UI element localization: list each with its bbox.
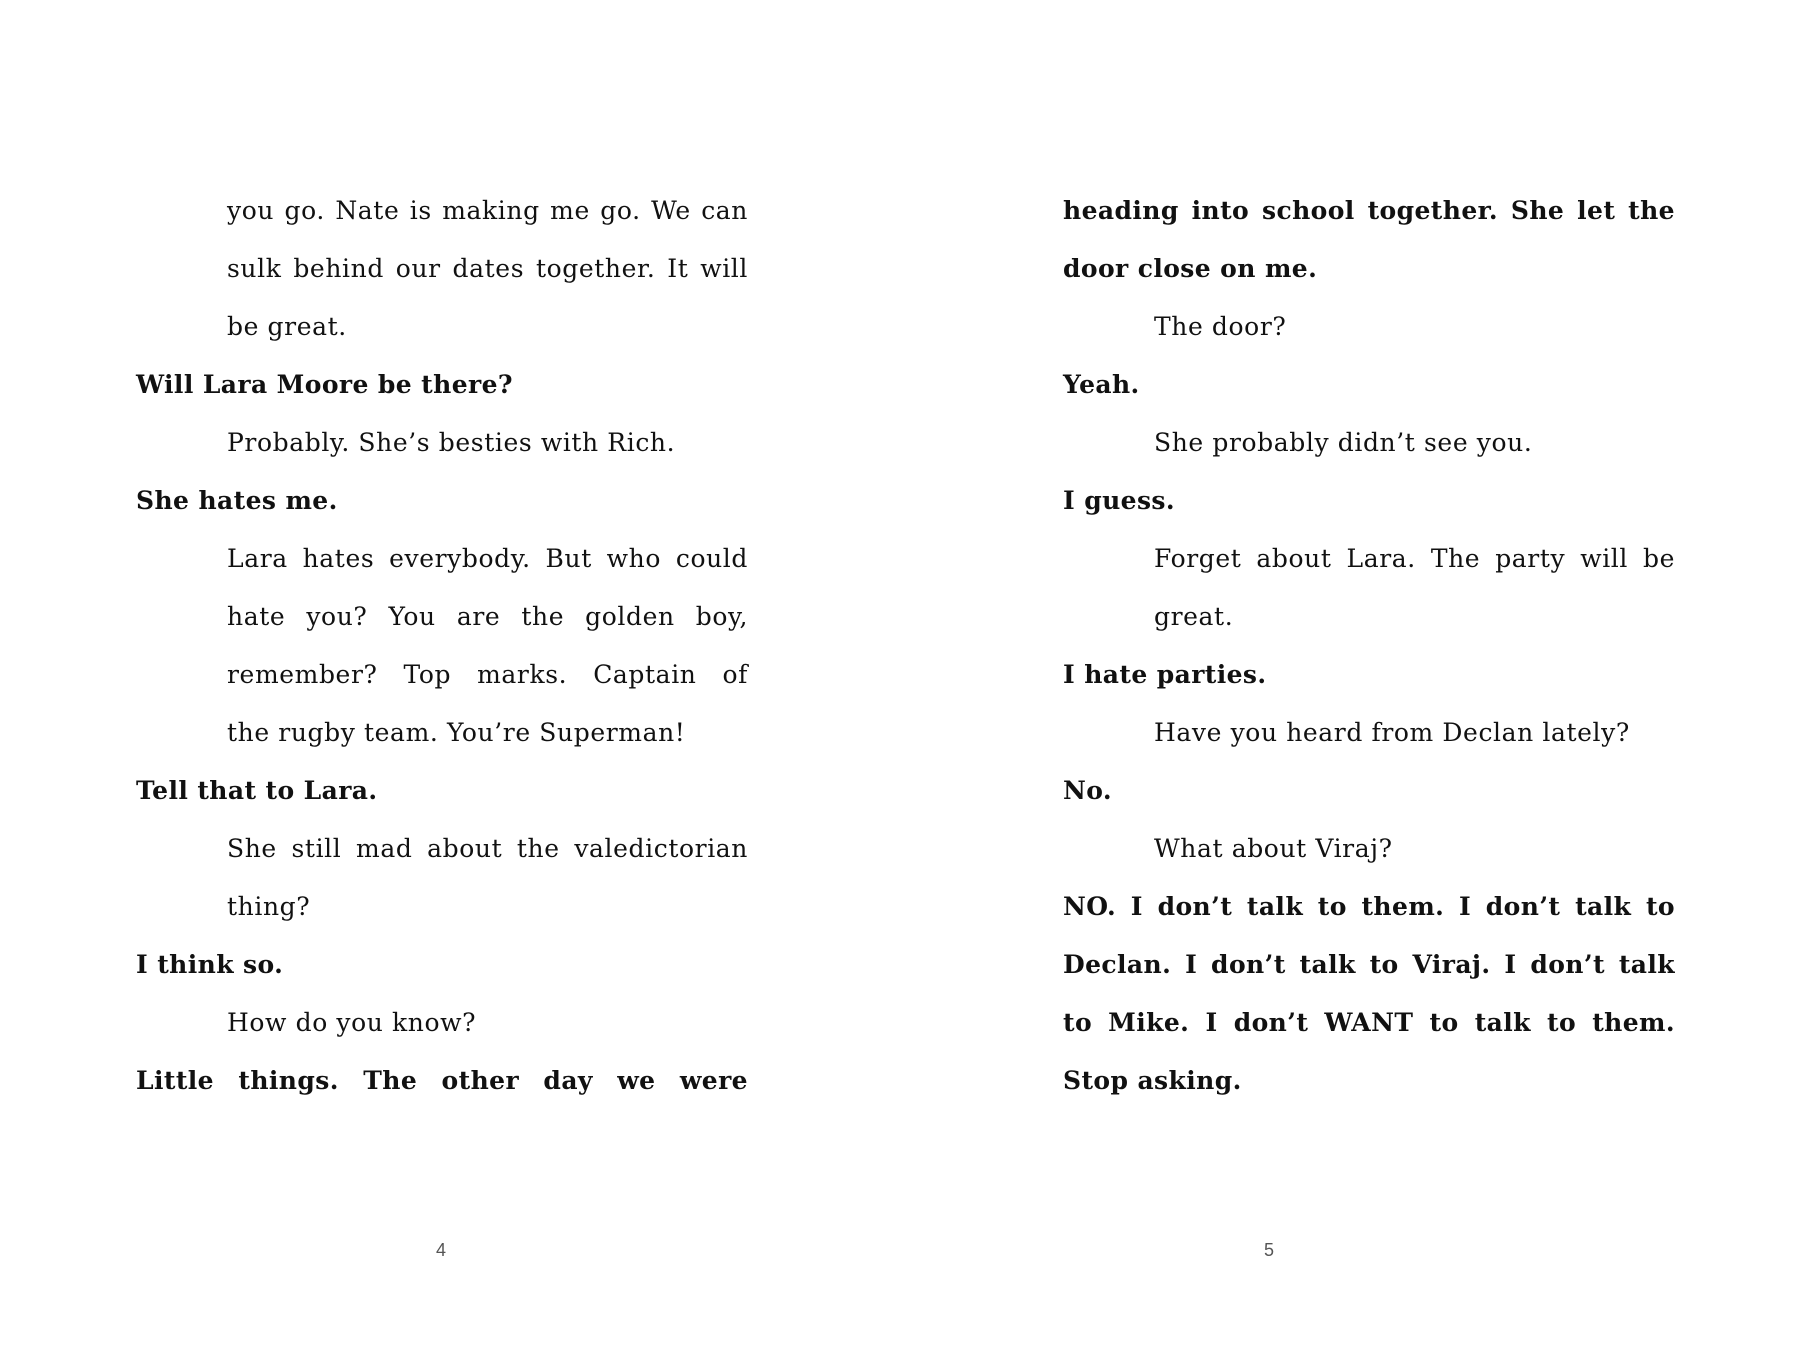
speaker-line: Little things. The other day we were [136,1066,748,1095]
speaker-line: No. [1063,776,1112,805]
speaker-line: Will Lara Moore be there? [136,370,513,399]
reply-line: be great. [227,312,347,341]
speaker-line: I hate parties. [1063,660,1267,689]
speaker-line: She hates me. [136,486,338,515]
page-number: 4 [435,1240,446,1260]
speaker-line: I think so. [136,950,284,979]
speaker-line: Tell that to Lara. [136,776,378,805]
reply-line: Lara hates everybody. But who could [227,544,748,573]
reply-line: great. [1154,602,1234,631]
reply-line: you go. Nate is making me go. We can [227,196,748,225]
left-page-text [136,182,748,1110]
reply-line: Forget about Lara. The party will be [1154,544,1675,573]
reply-line: sulk behind our dates together. It will [227,254,748,283]
reply-line: remember? Top marks. Captain of [227,660,748,689]
right-page-text [1063,182,1675,1110]
reply-line: the rugby team. You’re Superman! [227,718,686,747]
speaker-line: NO. I don’t talk to them. I don’t talk to [1063,892,1675,921]
page-number: 5 [1263,1240,1274,1260]
reply-line: Have you heard from Declan lately? [1154,718,1630,747]
speaker-line: heading into school together. She let the [1063,196,1675,225]
reply-line: Probably. She’s besties with Rich. [227,428,676,457]
reply-line: The door? [1154,312,1287,341]
reply-line: hate you? You are the golden boy, [227,602,748,631]
reply-line: What about Viraj? [1154,834,1393,863]
speaker-line: Yeah. [1063,370,1140,399]
reply-line: How do you know? [227,1008,477,1037]
speaker-line: Stop asking. [1063,1066,1242,1095]
reply-line: thing? [227,892,311,921]
reply-line: She probably didn’t see you. [1154,428,1533,457]
speaker-line: door close on me. [1063,254,1318,283]
right-page [900,0,1800,1350]
reply-line: She still mad about the valedictorian [227,834,748,863]
speaker-line: I guess. [1063,486,1176,515]
speaker-line: Declan. I don’t talk to Viraj. I don’t talk [1063,950,1675,979]
speaker-line: to Mike. I don’t WANT to talk to them. [1063,1008,1675,1037]
